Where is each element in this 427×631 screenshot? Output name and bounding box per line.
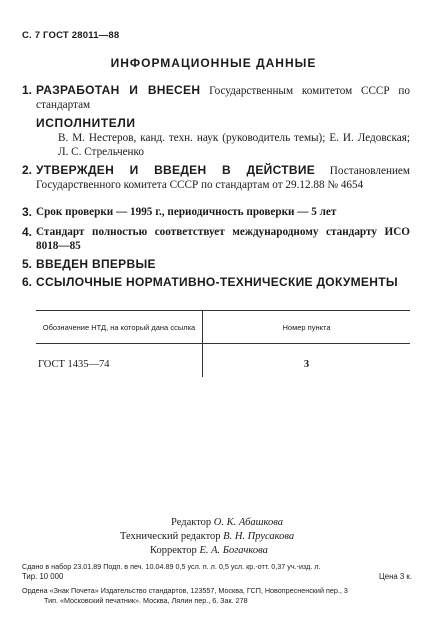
tech-editor-label: Технический редактор [120, 531, 221, 542]
corrector-label: Корректор [150, 545, 197, 556]
performers-label: ИСПОЛНИТЕЛИ [36, 116, 136, 130]
corrector-line [150, 544, 268, 558]
item-first-introduced [22, 258, 410, 273]
item-heading: УТВЕРЖДЕН И ВВЕДЕН В ДЕЙСТВИЕ [36, 163, 316, 177]
item-heading: РАЗРАБОТАН И ВНЕСЕН [36, 83, 201, 97]
performers-list: В. М. Нестеров, канд. техн. наук (руководитель темы); Е. И. Ледовская; Л. С. Стрельченко [58, 132, 410, 158]
item-review [22, 206, 410, 220]
column-header-document: Обозначение НТД, на который дана ссылка [36, 311, 203, 344]
imprint-block [22, 562, 412, 605]
cell-clause: 3 [303, 358, 310, 370]
item-text: Срок проверки — 1995 г., периодичность проверки — 5 лет [36, 206, 337, 218]
table-header-row [36, 311, 410, 344]
item-text: Стандарт полностью соответствует международному стандарту ИСО 8018—85 [36, 226, 410, 252]
tech-editor-name: В. Н. Прусакова [223, 531, 295, 542]
item-heading: ССЫЛОЧНЫЕ НОРМАТИВНО-ТЕХНИЧЕСКИЕ ДОКУМЕНТЫ [36, 275, 398, 289]
references-table [36, 310, 410, 377]
cell-document: ГОСТ 1435—74 [36, 344, 203, 378]
item-number: 1. [22, 83, 33, 97]
item-number: 6. [22, 275, 33, 289]
imprint-publisher: Ордена «Знак Почета» Издательство стандартов, 123557, Москва, ГСП, Новопресненский пер., 3 [22, 586, 348, 595]
item-text: Постановлением Государственного комитета СССР по стандартам от 29.12.88 № 4654 [36, 165, 410, 191]
page-title: ИНФОРМАЦИОННЫЕ ДАННЫЕ [110, 56, 317, 70]
item-developed [22, 84, 410, 112]
item-number: 5. [22, 257, 33, 271]
item-heading: ВВЕДЕН ВПЕРВЫЕ [36, 257, 156, 271]
editor-line [171, 516, 283, 530]
item-approved [22, 164, 410, 192]
item-number: 3. [22, 205, 33, 219]
tech-editor-line [120, 530, 294, 544]
item-number: 4. [22, 225, 33, 239]
item-compliance [22, 226, 410, 253]
imprint-printer: Тип. «Московский печатник». Москва, Лялин пер., 6. Зак. 278 [44, 595, 248, 605]
page-header: С. 7 ГОСТ 28011—88 [22, 30, 120, 41]
item-number: 2. [22, 163, 33, 177]
item-references [22, 276, 410, 291]
column-header-clause: Номер пункта [203, 311, 411, 344]
imprint-print-run: Тир. 10 000 [22, 571, 64, 581]
imprint-price: Цена 3 к. [379, 571, 412, 581]
editor-name: О. К. Абашкова [213, 517, 284, 528]
imprint-run-line [22, 572, 412, 582]
editor-label: Редактор [171, 517, 212, 528]
table-row [36, 344, 410, 378]
item-text: Государственным комитетом СССР по стандартам [36, 85, 410, 111]
corrector-name: Е. А. Богачкова [199, 545, 268, 556]
imprint-print-data: Сдано в набор 23.01.89 Подп. в печ. 10.04.89 0,5 усл. п. л. 0,5 усл. кр.-отт. 0,37 уч.-изд. л. [22, 562, 321, 571]
